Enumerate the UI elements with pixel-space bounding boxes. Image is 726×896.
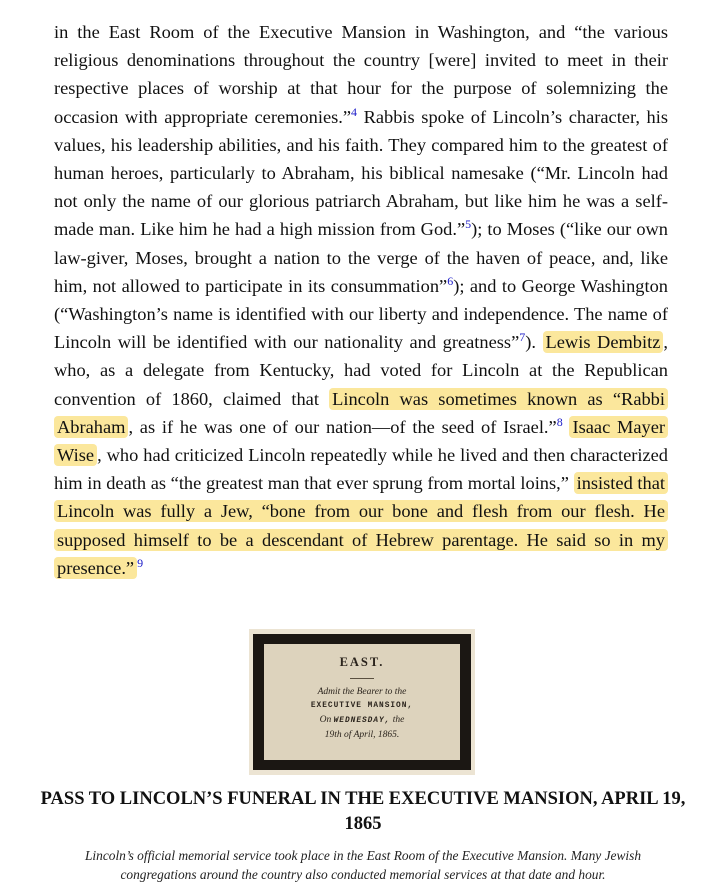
text-segment: ). [525,332,543,353]
card-weekday: WEDNESDAY, [333,717,391,725]
figure-title: PASS TO LINCOLN’S FUNERAL IN THE EXECUTIVE MANSION, APRIL 19, 1865 [40,789,686,834]
page-content [54,18,668,582]
text-segment: , who, as a delegate from Kentucky, had voted for Lincoln at the Republican convention of 1860, claimed that [54,332,668,409]
card-on: On [319,715,334,725]
highlight-isaac-mayer-wise[interactable]: Isaac Mayer Wise [54,416,668,466]
card-the: the [390,715,405,725]
text-segment: , as if he was one of our nation—of the seed of Israel.” [128,416,557,437]
text-segment: ); and to George Washington (“Washington’s name is identified with our liberty and independence. The name of Lincoln will be identified with our nationality and greatness” [54,275,668,353]
card-divider [350,678,374,679]
footnote-ref-4[interactable]: 4 [351,104,358,119]
footnote-ref-6[interactable]: 6 [447,273,454,288]
body-paragraph [54,18,668,582]
text-segment: , who had criticized Lincoln repeatedly while he lived and then characterized him in death as “the greatest man that ever sprung from mortal loins,” [54,445,668,494]
figure-caption: Lincoln’s official memorial service took place in the East Room of the Executive Mansion. Many Jewish congregations around the country also conducted memorial services at that date and hour. [84,848,642,882]
highlight-rabbi-abraham[interactable]: Lincoln was sometimes known as “Rabbi Abraham [54,388,668,438]
footnote-ref-5[interactable]: 5 [465,217,472,232]
text-segment: in the East Room of the Executive Mansion in Washington, and “the various religious denominations throughout the country [were] invited to meet in their respective places of worship at that hour for the purpose of solemnizing the occasion with appropriate ceremonies.” [54,22,668,127]
footnote-ref-8[interactable]: 8 [556,414,563,429]
footnote-ref-7[interactable]: 7 [519,330,526,345]
funeral-pass-image [249,629,475,775]
card-line-mansion: EXECUTIVE MANSION, [310,702,414,710]
highlight-lewis-dembitz[interactable]: Lewis Dembitz [543,331,664,353]
card-line-day [264,713,460,728]
card-line-admit: Admit the Bearer to the [317,687,407,697]
card-heading: EAST. [339,655,385,669]
footnote-ref-9[interactable]: 9 [137,555,144,570]
text-segment: ); to Moses (“like our own law-giver, Moses, brought a nation to the verge of the haven of peace, and, like him, not allowed to participate in its consummation” [54,219,668,296]
highlight-fully-a-jew[interactable]: insisted that Lincoln was fully a Jew, “bone from our bone and flesh from our flesh. He supposed himself to be a descendant of Hebrew parentage. He said so in my presence.” [54,472,668,579]
card-paper [264,644,460,760]
text-segment: Rabbis spoke of Lincoln’s character, his values, his leadership abilities, and his faith. They compared him to the greatest of human heroes, particularly to Abraham, his biblical namesake (“Mr. Lincoln had not only the name of our glorious patriarch Abraham, but like him he was a self-made man. Like him he had a high mission from God.” [54,106,669,240]
card-line-date: 19th of April, 1865. [324,730,400,740]
card-black-border [253,634,471,770]
